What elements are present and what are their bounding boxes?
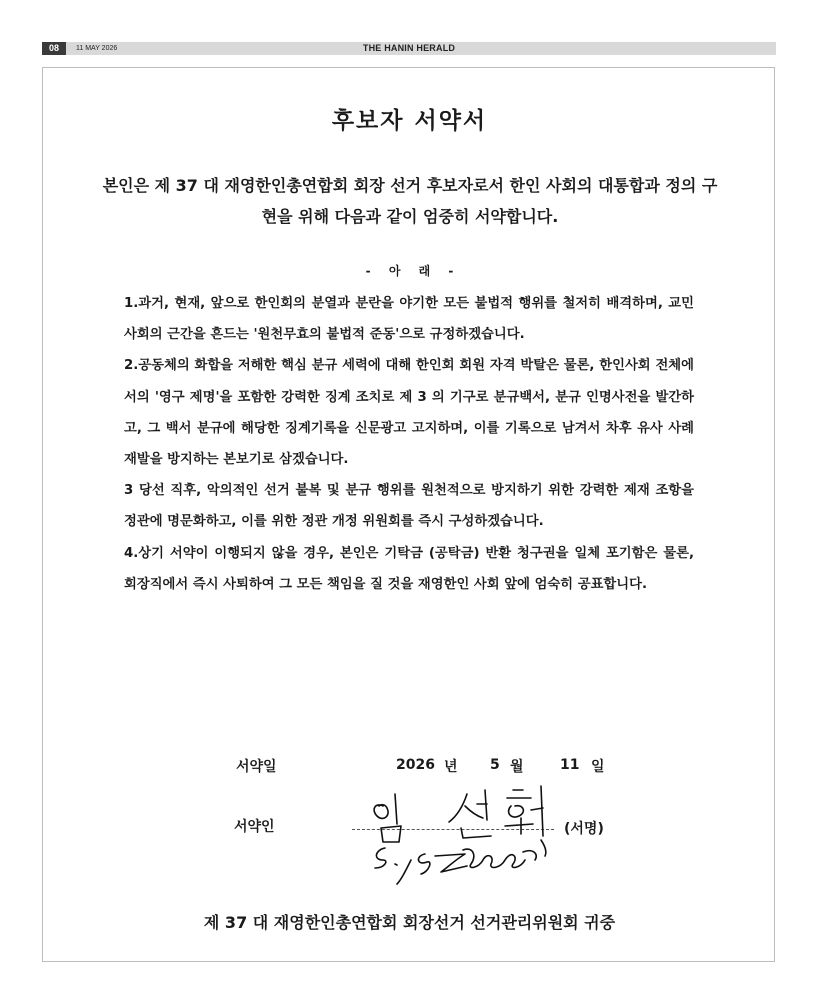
clause-item: 1.과거, 현재, 앞으로 한인회의 분열과 분란을 야기한 모든 불법적 행위를 철저히 배격하며, 교민사회의 근간을 흔드는 '원천무효의 불법적 준동'으로 규정하겠습니다. bbox=[124, 296, 694, 343]
pledge-day: 11 bbox=[560, 757, 580, 773]
below-heading: - 아 래 - bbox=[365, 264, 454, 278]
publication-name: THE HANIN HERALD bbox=[362, 43, 456, 53]
clause-list bbox=[124, 288, 694, 600]
page-number: 08 bbox=[42, 42, 66, 55]
publication-date: 11 MAY 2026 bbox=[76, 45, 118, 52]
pledge-month-unit: 월 bbox=[510, 759, 524, 775]
pledge-day-unit: 일 bbox=[591, 759, 605, 775]
clause-item: 2.공동체의 화합을 저해한 핵심 분규 세력에 대해 한인회 회원 자격 박탈은 물론, 한인사회 전체에서의 '영구 제명'을 포함한 강력한 징계 조치로 제 3 의 기구로 분규백서, 분규 인명사전을 발간하고, 그 백서 분규에 해당한 징계기록을 신문광고 고지하며, 이를 기록으로 남겨서 차후 유사 사례 재발을 방지하는 본보기로 삼겠습니다. bbox=[124, 358, 694, 468]
footer-addressee: 제 37 대 재영한인총연합회 회장선거 선거관리위원회 귀중 bbox=[203, 913, 616, 932]
pledge-month: 5 bbox=[490, 757, 500, 773]
clause-item: 3 당선 직후, 악의적인 선거 불복 및 분규 행위를 원천적으로 방지하기 위한 강력한 제재 조항을 정관에 명문화하고, 이를 위한 정관 개정 위원회를 즉시 구성하겠습니다. bbox=[124, 483, 694, 530]
handwritten-signature bbox=[345, 776, 575, 891]
signer-label: 서약인 bbox=[234, 819, 275, 835]
newspaper-header bbox=[42, 42, 776, 55]
intro-paragraph: 본인은 제 37 대 재영한인총연합회 회장 선거 후보자로서 한인 사회의 대통합과 정의 구현을 위해 다음과 같이 엄중히 서약합니다. bbox=[102, 176, 718, 226]
clause-item: 4.상기 서약이 이행되지 않을 경우, 본인은 기탁금 (공탁금) 반환 청구권을 일체 포기함은 물론, 회장직에서 즉시 사퇴하여 그 모든 책임을 질 것을 재영한인 사회 앞에 엄숙히 공표합니다. bbox=[124, 545, 694, 592]
signature-note: (서명) bbox=[564, 821, 604, 837]
document-title: 후보자 서약서 bbox=[331, 108, 488, 134]
pledge-year: 2026 bbox=[396, 757, 435, 773]
pledge-date-label: 서약일 bbox=[236, 759, 277, 775]
pledge-year-unit: 년 bbox=[444, 759, 458, 775]
